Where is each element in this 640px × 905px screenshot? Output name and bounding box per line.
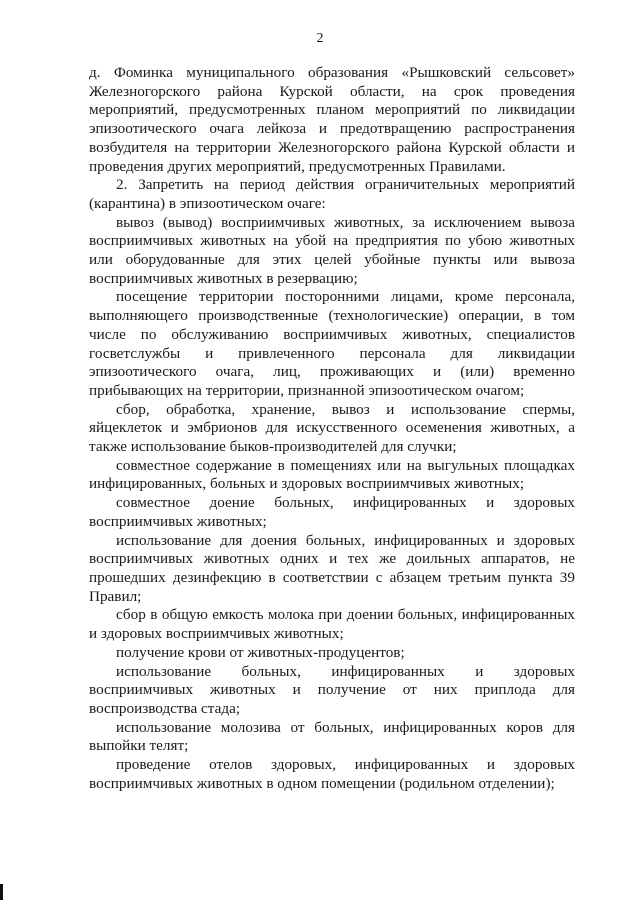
paragraph-item-2: 2. Запретить на период действия ограничительных мероприятий (карантина) в эпизоотическом очаге: — [89, 176, 575, 212]
paragraph-colostrum-ban: использование молозива от больных, инфицированных коров для выпойки телят; — [89, 718, 575, 755]
paragraph-continuation: д. Фоминка муниципального образования «Рышковский сельсовет» Железногорского района Курской области, на срок проведения мероприятий, предусмотренных планом мероприятий по ликвидации эпизоотического очага лейкоза и предотвращению распространения возбудителя на территории Железногорского района Курской области и проведения других мероприятий, предусмотренных Правилами. — [89, 64, 575, 175]
page-number: 2 — [316, 31, 324, 46]
paragraph-joint-housing-ban: совместное содержание в помещениях или на выгульных площадках инфицированных, больных и здоровых восприимчивых животных; — [89, 456, 575, 493]
paragraph-blood-ban: получение крови от животных-продуцентов; — [116, 643, 405, 661]
paragraph-joint-milking-ban: совместное доение больных, инфицированных и здоровых восприимчивых животных; — [89, 494, 575, 530]
paragraph-export-ban: вывоз (вывод) восприимчивых животных, за исключением вывоза восприимчивых животных на убой на предприятия по убою животных или оборудованные для этих целей убойные пункты или вывоза восприимчивых животных в резервацию; — [89, 213, 575, 287]
paragraph-visit-ban: посещение территории посторонними лицами, кроме персонала, выполняющего производственные (технологические) операции, в том числе по обслуживанию восприимчивых животных, специалистов госветслужбы и привлеченного персонала для ликвидации эпизоотического очага, лиц, проживающих и (или) временно прибывающих на территории, признанной эпизоотическом очагом; — [89, 288, 575, 399]
paragraph-milking-equipment-ban: использование для доения больных, инфицированных и здоровых восприимчивых животных одних и тех же доильных аппаратов, не прошедших дезинфекцию в соответствии с абзацем третьим пункта 39 Правил; — [89, 531, 575, 605]
paragraph-breeding-ban: использование больных, инфицированных и здоровых восприимчивых животных и получение от них приплода для воспроизводства стада; — [89, 662, 575, 717]
paragraph-milk-collection-ban: сбор в общую емкость молока при доении больных, инфицированных и здоровых восприимчивых животных; — [89, 606, 575, 643]
paragraph-calving-ban: проведение отелов здоровых, инфицированных и здоровых восприимчивых животных в одном помещении (родильном отделении); — [89, 756, 575, 792]
paragraph-semen-ban: сбор, обработка, хранение, вывоз и использование спермы, яйцеклеток и эмбрионов для искусственного осеменения животных, а также использование быков-производителей для случки; — [89, 400, 575, 456]
scan-edge-mark — [0, 884, 3, 900]
document-body — [89, 64, 575, 793]
